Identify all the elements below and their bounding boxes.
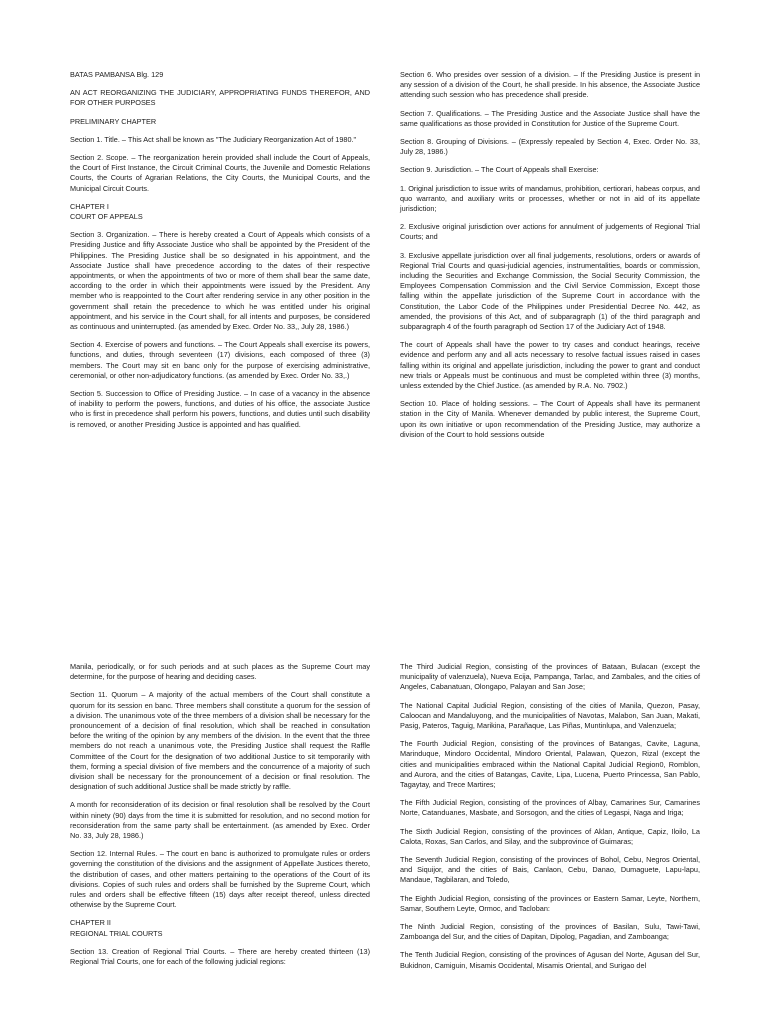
section-9-jurisdiction: Section 9. Jurisdiction. – The Court of Appeals shall Exercise:	[400, 165, 599, 175]
page1-right-column	[400, 70, 700, 448]
chapter-1-heading: CHAPTER I COURT OF APPEALS	[70, 201, 143, 222]
page2-left-column	[70, 662, 370, 975]
page1-left-column	[70, 70, 370, 438]
act-number: BATAS PAMBANSA Blg. 129	[70, 70, 164, 79]
section-2-scope: Section 2. Scope. – The reorganization herein provided shall include the Court of Appeals, the Court of First Instance, the Circuit Criminal Courts, the Juvenile and Domestic Relations Courts, the Courts of Agrarian Relations, the City Courts, the Municipal Courts, and the Municipal Circuit Courts.	[70, 153, 370, 193]
act-title: AN ACT REORGANIZING THE JUDICIARY, APPROPRIATING FUNDS THEREFOR, AND FOR OTHER PURPOSES	[70, 88, 370, 108]
chapter-2-heading: CHAPTER II REGIONAL TRIAL COURTS	[70, 918, 163, 938]
section-5-succession: Section 5. Succession to Office of Presiding Justice. – In case of a vacancy in the absence of inability to perform the powers, functions, and duties of his office, the associate Justice who is first in precedence shall perform his powers, functions, and duties until such disability is removed, or another Presiding Justice is appointed and has qualified.	[70, 389, 370, 429]
section-6-presides: Section 6. Who presides over session of a division. – If the Presiding Justice is present in any session of a division of the Court, he shall preside. In his absence, the Associate Justice attending such session who has precedence shall preside.	[400, 70, 700, 100]
tenth-judicial-region: The Tenth Judicial Region, consisting of the provinces of Agusan del Norte, Agusan del Sur, Bukidnon, Camiguin, Misamis Occidental, Misamis Oriental, and Surigao del	[400, 950, 700, 970]
jurisdiction-item-2: 2. Exclusive original jurisdiction over actions for annulment of judgements of Regional Trial Courts; and	[400, 222, 700, 242]
fifth-judicial-region: The Fifth Judicial Region, consisting of the provinces of Albay, Camarines Sur, Camarines Norte, Catanduanes, Masbate, and Sorsogon, and the cities of Legaspi, Naga and Iriga;	[400, 798, 700, 818]
chapter-heading-preliminary: PRELIMINARY CHAPTER	[70, 116, 157, 126]
section-10-continued: Manila, periodically, or for such periods and at such places as the Supreme Court may determine, for the purpose of hearing and deciding cases.	[70, 662, 370, 682]
ninth-judicial-region: The Ninth Judicial Region, consisting of the provinces of Basilan, Sulu, Tawi-Tawi, Zamboanga del Sur, and the cities of Dapitan, Dipolog, Pagadian, and Zamboanga;	[400, 922, 700, 942]
section-10-sessions: Section 10. Place of holding sessions. – The Court of Appeals shall have its permanent station in the City of Manila. Whenever demanded by public interest, the Supreme Court, upon its own initiative or upon recommendation of the Presiding Justice, may authorize a division of the Court to hold sessions outside	[400, 399, 700, 439]
page2-right-column	[400, 662, 700, 979]
section-8-grouping: Section 8. Grouping of Divisions. – (Expressly repealed by Section 4, Exec. Order No. 33, July 28, 1986.)	[400, 137, 700, 157]
fourth-judicial-region: The Fourth Judicial Region, consisting of the provinces of Batangas, Cavite, Laguna, Marinduque, Mindoro Occidental, Mindoro Oriental, Palawan, Quezon, Rizal (except the cities and municipalities embraced within the National Capital Judicial Region0, Romblon, and Aurora, and the cities of Batangas, Cavite, Lipa, Lucena, Puerto Princessa, San Pablo, Tagaytay, and Trece Martires;	[400, 739, 700, 790]
reconsideration-paragraph: A month for reconsideration of its decision or final resolution shall be resolved by the Court within ninety (90) days from the time it is submitted for resolution, and no second motion for reconsideration from the same party shall be entertainment. (as amended by Exec. Order No. 33, July 28, 1986.)	[70, 800, 370, 841]
seventh-judicial-region: The Seventh Judicial Region, consisting of the provinces of Bohol, Cebu, Negros Oriental, and Siquijor, and the cities of Bais, Canlaon, Cebu, Danao, Dumaguete, Lapu-lapu, Mandaue, Tagbilaran, and Toledo,	[400, 855, 700, 885]
section-11-quorum: Section 11. Quorum – A majority of the actual members of the Court shall constitute a quorum for its session en banc. Three members shall constitute a quorum for the session of a division. The unanimous vote of the three members of a division shall be necessary for the pronouncement of a decision of final resolution, which shall be reached in consultation before the writing of the opinion by any members of the division. In the event that the three members do not reach a unanimous vote, the Presiding Justice shall request the Raffle Committee of the Court for the designation of two additional Justice to sit temporarily with them, forming a special division of five members and the concurrence of a majority of such division shall be necessary for the pronouncement of a decision or final resolution. The designation of such additional Justice shall be made strictly by raffle.	[70, 690, 370, 792]
eighth-judicial-region: The Eighth Judicial Region, consisting of the provinces or Eastern Samar, Leyte, Northern, Samar, Southern Leyte, Ormoc, and Tacloban:	[400, 893, 700, 913]
sixth-judicial-region: The Sixth Judicial Region, consisting of the provinces of Aklan, Antique, Capiz, Iloilo, La Calota, Roxas, San Carlos, and Silay, and the subprovince of Guimaras;	[400, 826, 700, 846]
section-13-creation: Section 13. Creation of Regional Trial Courts. – There are hereby created thirteen (13) Regional Trial Courts, one for each of the following judicial regions:	[70, 946, 370, 967]
section-4-powers: Section 4. Exercise of powers and functions. – The Court Appeals shall exercise its powers, functions, and duties, through seventeen (17) divisions, each composed of three (3) members. The Court may sit en banc only for the purpose of exercising administrative, ceremonial, or other non-adjudicatory functions. (as amended by Exec. Order No. 33,.)	[70, 340, 370, 380]
jurisdiction-item-1: 1. Original jurisdiction to issue writs of mandamus, prohibition, certiorari, habeas corpus, and quo warranto, and auxiliary writs or processes, whether or not in aid of its appellate jurisdiction;	[400, 183, 700, 214]
court-of-appeals-powers-paragraph: The court of Appeals shall have the power to try cases and conduct hearings, receive evidence and perform any and all acts necessary to resolve factual issues raised in cases falling within its original and appellate jurisdiction, including the power to grant and conduct new trials or Appeals must be continuous and must be completed within three (3) months, unless extended by the Chief Justice. (as amended by R.A. No. 7902.)	[400, 340, 700, 391]
jurisdiction-item-3: 3. Exclusive appellate jurisdiction over all final judgements, resolutions, orders or awards of Regional Trial Courts and quasi-judicial agencies, instrumentalities, boards or commission, including the Securities and Exchange Commission, the Social Security Commission, the Employees Compensation Commission and the Civil Service Commission, Except those falling within the appellate jurisdiction of the Supreme Court in accordance with the Constitution, the Labor Code of the Philippines under Presidential Decree No. 442, as amended, the provisions of this Act, and of subparagraph (1) of the third paragraph and subparagraph 4 of the fourth paragraph od Section 17 of the Judiciary Act of 1948.	[400, 250, 700, 332]
national-capital-judicial-region: The National Capital Judicial Region, consisting of the cities of Manila, Quezon, Pasay, Caloocan and Mandaluyong, and the municipalities of Navotas, Malabon, San Juan, Makati, Pasig, Pateros, Taguig, Marikina, Parañaque, Las Piñas, Muntinlupa, and Valenzuela;	[400, 700, 700, 731]
section-12-internal-rules: Section 12. Internal Rules. – The court en banc is authorized to promulgate rules or orders governing the constitution of the divisions and the assignment of Appellate Justices thereto, the distribution of cases, and other matters pertaining to the operations of the Court of its divisions. Copies of such rules and orders shall be furnished by the Supreme Court, which rules and orders shall be effective fifteen (15) days after receipt thereof, unless directed otherwise by the Supreme Court.	[70, 849, 370, 910]
section-7-qualifications: Section 7. Qualifications. – The Presiding Justice and the Associate Justice shall have the same qualifications as those provided in Constitution for Justice of the Supreme Court.	[400, 108, 700, 128]
third-judicial-region: The Third Judicial Region, consisting of the provinces of Bataan, Bulacan (except the municipality of valenzuela), Nueva Ecija, Pampanga, Tarlac, and Zambales, and the cities of Angeles, Cabanatuan, Olongapo, Palayan and San Jose;	[400, 662, 700, 692]
section-3-organization: Section 3. Organization. – There is hereby created a Court of Appeals which consists of a Presiding Justice and fifty Associate Justice who shall be appointed by the President of the Philippines. The Presiding Justice shall be so designated in his appointment, and the Associate Justice shall have precedence according to the dates of their respective appointments, or when the appointments of two or more of them shall bear the same date, according to the order in which their appointments were issued by the President. Any member who is reappointed to the Court after rendering service in any other position in the government shall retain the precedence to which he was entitled under his original appointment, and his service in the Court shall, for all intents and purposes, be considered as continuous and uninterrupted. (as amended by Exec. Order No. 33,, July 28, 1986.)	[70, 230, 370, 332]
section-1-title: Section 1. Title. – This Act shall be known as "The Judiciary Reorganization Act of 1980."	[70, 134, 357, 144]
